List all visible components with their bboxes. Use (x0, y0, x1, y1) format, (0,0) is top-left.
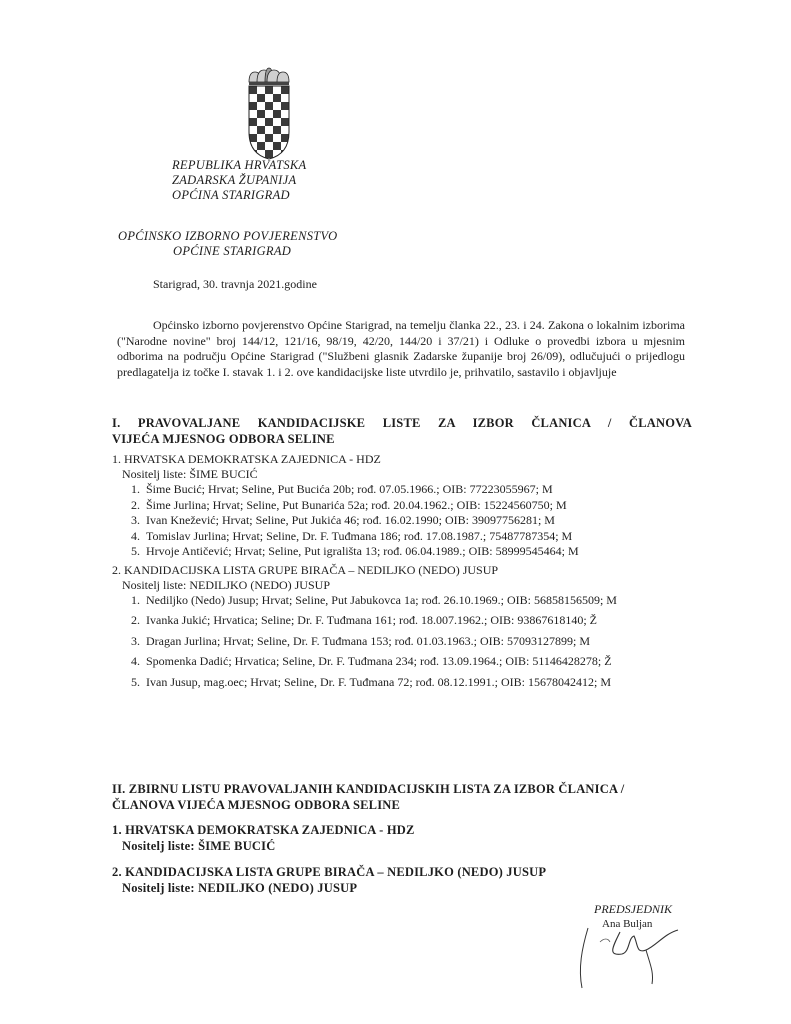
summary-list-1-heading: 1. HRVATSKA DEMOKRATSKA ZAJEDNICA - HDZ (112, 823, 415, 837)
list-item: 5. Ivan Jusup, mag.oec; Hrvat; Seline, Dr. F. Tuđmana 72; rođ. 08.12.1991.; OIB: 15678042412; M (131, 674, 612, 689)
list-2-holder: Nositelj liste: NEDILJKO (NEDO) JUSUP (122, 577, 330, 592)
issuer-header (172, 158, 306, 203)
section-1 (112, 416, 692, 690)
candidate-list-2 (112, 563, 692, 691)
section-1-title-line-1: I. PRAVOVALJANE KANDIDACIJSKE LISTE ZA IZBOR ČLANICA / ČLANOVA (112, 416, 692, 430)
list-item: 5. Hrvoje Antičević; Hrvat; Seline, Put igrališta 13; rođ. 06.04.1989.; OIB: 58999545464; M (131, 544, 579, 558)
summary-list-1 (112, 823, 692, 854)
summary-list-1-holder: Nositelj liste: ŠIME BUCIĆ (122, 838, 276, 853)
list-1-holder: Nositelj liste: ŠIME BUCIĆ (122, 467, 258, 481)
list-item: 4. Tomislav Jurlina; Hrvat; Seline, Dr. F. Tuđmana 186; rođ. 17.08.1987.; 75487787354; M (131, 528, 573, 543)
date-line: Starigrad, 30. travnja 2021.godine (153, 277, 317, 291)
signature-name: Ana Buljan (602, 918, 653, 930)
summary-list-2 (112, 865, 692, 896)
candidate-list-1 (112, 452, 692, 560)
section-2-title-line-2: ČLANOVA VIJEĆA MJESNOG ODBORA SELINE (112, 797, 401, 812)
list-item: 2. Ivanka Jukić; Hrvatica; Seline; Dr. F. Tuđmana 161; rođ. 18.007.1962.; OIB: 93867618140; Ž (131, 613, 598, 627)
header-line-1: REPUBLIKA HRVATSKA (172, 158, 307, 172)
summary-list-2-holder: Nositelj liste: NEDILJKO (NEDO) JUSUP (122, 880, 358, 895)
list-item: 3. Ivan Knežević; Hrvat; Seline, Put Jukića 46; rođ. 16.02.1990; OIB: 39097756281; M (131, 513, 555, 527)
header-line-3: OPĆINA STARIGRAD (172, 188, 290, 202)
committee-line-2: OPĆINE STARIGRAD (173, 244, 292, 258)
section-2 (112, 782, 692, 896)
list-item: 2. Šime Jurlina; Hrvat; Seline, Put Bunarića 52a; rođ. 20.04.1962.; OIB: 15224560750; M (131, 497, 567, 512)
intro-paragraph: Općinsko izborno povjerenstvo Općine Starigrad, na temelju članka 22., 23. i 24. Zakona o lokalnim izborima ("Narodne novine" broj 144/12, 121/16, 98/19, 42/20, 144/20 i 37/21) i Odluke o provedbi izbora u mjesnim odborima na području Općine Starigrad ("Službeni glasnik Zadarske županije broj 26/09), odlučujući o prijedlogu predlagatelja iz točke I. stavak 1. i 2. ove kandidacijske liste utvrdilo je, prihvatilo, sastavilo i objavljuje (117, 318, 685, 379)
header-line-2: ZADARSKA ŽUPANIJA (172, 173, 297, 187)
summary-list-2-heading: 2. KANDIDACIJSKA LISTA GRUPE BIRAČA – NEDILJKO (NEDO) JUSUP (112, 865, 547, 879)
list-item: 1. Nediljko (Nedo) Jusup; Hrvat; Seline, Put Jabukovca 1a; rođ. 26.10.1969.; OIB: 56858156509; M (131, 592, 617, 607)
section-2-title-line-1: II. ZBIRNU LISTU PRAVOVALJANIH KANDIDACIJSKIH LISTA ZA IZBOR ČLANICA / (112, 782, 625, 796)
handwritten-signature-icon (560, 898, 720, 998)
list-item: 3. Dragan Jurlina; Hrvat; Seline, Dr. F. Tuđmana 153; rođ. 01.03.1963.; OIB: 57093127899; M (131, 633, 591, 648)
committee-header (118, 229, 337, 259)
list-item: 4. Spomenka Dadić; Hrvatica; Seline, Dr. F. Tuđmana 234; rođ. 13.09.1964.; OIB: 51146428278; Ž (131, 654, 612, 668)
coat-of-arms-icon (246, 66, 292, 160)
section-1-title-line-2: VIJEĆA MJESNOG ODBORA SELINE (112, 431, 335, 446)
list-item: 1. Šime Bucić; Hrvat; Seline, Put Bucića 20b; rođ. 07.05.1966.; OIB: 77223055967; M (131, 482, 553, 496)
signature-title: PREDSJEDNIK (594, 902, 672, 916)
list-2-heading: 2. KANDIDACIJSKA LISTA GRUPE BIRAČA – NEDILJKO (NEDO) JUSUP (112, 562, 499, 577)
signature-block (560, 898, 720, 998)
committee-line-1: OPĆINSKO IZBORNO POVJERENSTVO (118, 229, 338, 243)
list-1-heading: 1. HRVATSKA DEMOKRATSKA ZAJEDNICA - HDZ (112, 452, 381, 466)
